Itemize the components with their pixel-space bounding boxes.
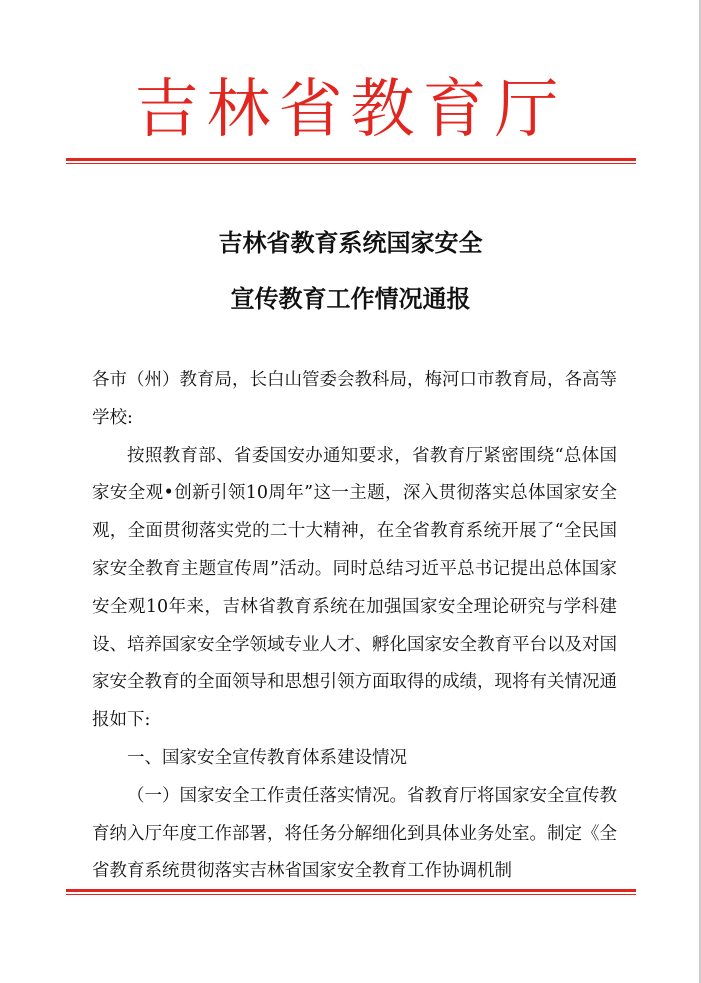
footer-thick-line	[66, 889, 636, 892]
section-heading-1: 一、国家安全宣传教育体系建设情况	[127, 747, 407, 768]
masthead-title: 吉林省教育厅	[134, 73, 567, 147]
document-title-line2: 宣传教育工作情况通报	[230, 285, 471, 313]
paragraph-intro: 按照教育部、省委国安办通知要求，省教育厅紧密围绕“总体国家安全观•创新引领10周年”这一主题，深入贯彻落实总体国家安全观，全面贯彻落实党的二十大精神，在全省教育系统开展了“全民国家安全教育主题宣传周”活动。同时总结习近平总书记提出总体国家安全观10年来，吉林省教育系统在加强国家安全理论研究与学科建设、培养国家安全学领域专业人才、孵化国家安全教育平台以及对国家安全教育的全面领导和思想引领方面取得的成绩，现将有关情况通报如下:	[92, 445, 617, 731]
divider-thin-line	[66, 163, 636, 164]
divider-thick-line	[66, 158, 636, 161]
document-title-line1: 吉林省教育系统国家安全	[218, 229, 483, 257]
paragraph-section-1-1: （一）国家安全工作责任落实情况。省教育厅将国家安全宣传教育纳入厅年度工作部署，将任务分解细化到具体业务处室。制定《全省教育系统贯彻落实吉林省国家安全教育工作协调机制	[92, 785, 617, 882]
document-body	[92, 362, 617, 891]
footer-thin-line	[66, 894, 636, 895]
footer-divider	[66, 889, 636, 895]
salutation: 各市（州）教育局，长白山管委会教科局，梅河口市教育局，各高等学校:	[92, 370, 617, 428]
masthead-divider	[66, 158, 636, 164]
